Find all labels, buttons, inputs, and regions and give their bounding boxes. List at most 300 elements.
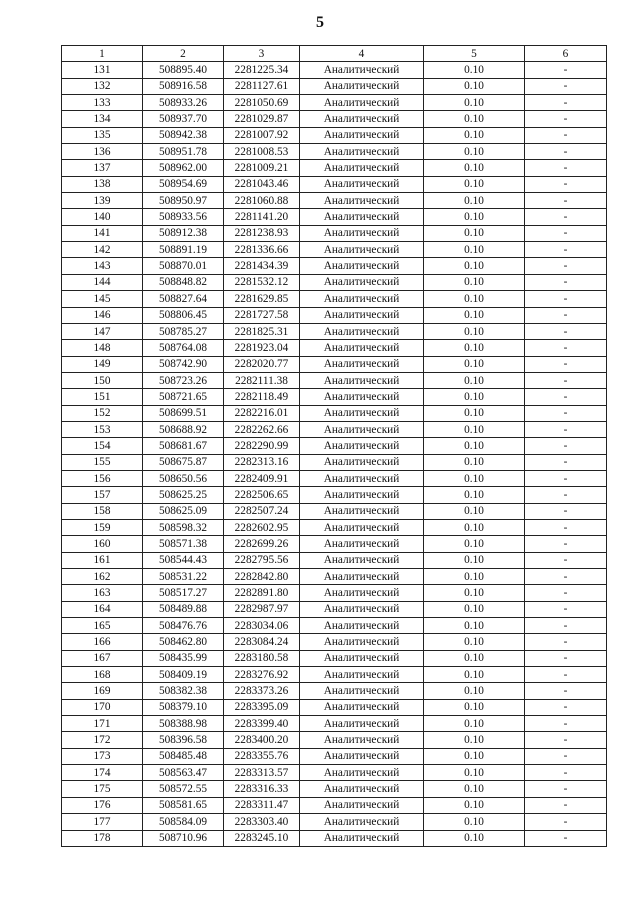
y-coordinate-cell: 2282111.38: [224, 372, 300, 388]
y-coordinate-cell: 2281043.46: [224, 176, 300, 192]
note-cell: -: [525, 585, 607, 601]
point-number-cell: 136: [62, 144, 143, 160]
table-row: [62, 209, 607, 225]
table-row: [62, 389, 607, 405]
table-row: [62, 748, 607, 764]
point-number-cell: 139: [62, 193, 143, 209]
method-cell: Аналитический: [300, 536, 424, 552]
y-coordinate-cell: 2282842.80: [224, 569, 300, 585]
note-cell: -: [525, 144, 607, 160]
x-coordinate-cell: 508396.58: [143, 732, 224, 748]
method-cell: Аналитический: [300, 650, 424, 666]
point-number-cell: 149: [62, 356, 143, 372]
y-coordinate-cell: 2281141.20: [224, 209, 300, 225]
table-row: [62, 323, 607, 339]
column-header-4: 4: [300, 46, 424, 62]
table-row: [62, 830, 607, 846]
point-number-cell: 156: [62, 470, 143, 486]
accuracy-cell: 0.10: [424, 291, 525, 307]
accuracy-cell: 0.10: [424, 781, 525, 797]
accuracy-cell: 0.10: [424, 274, 525, 290]
y-coordinate-cell: 2281029.87: [224, 111, 300, 127]
x-coordinate-cell: 508581.65: [143, 797, 224, 813]
note-cell: -: [525, 487, 607, 503]
y-coordinate-cell: 2281238.93: [224, 225, 300, 241]
accuracy-cell: 0.10: [424, 830, 525, 846]
y-coordinate-cell: 2282118.49: [224, 389, 300, 405]
point-number-cell: 137: [62, 160, 143, 176]
method-cell: Аналитический: [300, 405, 424, 421]
method-cell: Аналитический: [300, 618, 424, 634]
point-number-cell: 161: [62, 552, 143, 568]
method-cell: Аналитический: [300, 732, 424, 748]
table-row: [62, 618, 607, 634]
column-header-5: 5: [424, 46, 525, 62]
accuracy-cell: 0.10: [424, 323, 525, 339]
note-cell: -: [525, 421, 607, 437]
table-row: [62, 601, 607, 617]
note-cell: -: [525, 111, 607, 127]
note-cell: -: [525, 356, 607, 372]
table-row: [62, 372, 607, 388]
y-coordinate-cell: 2283313.57: [224, 765, 300, 781]
method-cell: Аналитический: [300, 176, 424, 192]
note-cell: -: [525, 405, 607, 421]
note-cell: -: [525, 552, 607, 568]
accuracy-cell: 0.10: [424, 258, 525, 274]
point-number-cell: 175: [62, 781, 143, 797]
method-cell: Аналитический: [300, 242, 424, 258]
accuracy-cell: 0.10: [424, 536, 525, 552]
point-number-cell: 143: [62, 258, 143, 274]
method-cell: Аналитический: [300, 307, 424, 323]
x-coordinate-cell: 508544.43: [143, 552, 224, 568]
point-number-cell: 134: [62, 111, 143, 127]
column-header-2: 2: [143, 46, 224, 62]
method-cell: Аналитический: [300, 765, 424, 781]
x-coordinate-cell: 508954.69: [143, 176, 224, 192]
point-number-cell: 142: [62, 242, 143, 258]
note-cell: -: [525, 176, 607, 192]
x-coordinate-cell: 508517.27: [143, 585, 224, 601]
y-coordinate-cell: 2283034.06: [224, 618, 300, 634]
point-number-cell: 141: [62, 225, 143, 241]
x-coordinate-cell: 508688.92: [143, 421, 224, 437]
table-row: [62, 274, 607, 290]
point-number-cell: 168: [62, 667, 143, 683]
accuracy-cell: 0.10: [424, 405, 525, 421]
method-cell: Аналитический: [300, 372, 424, 388]
note-cell: -: [525, 225, 607, 241]
x-coordinate-cell: 508933.56: [143, 209, 224, 225]
x-coordinate-cell: 508489.88: [143, 601, 224, 617]
accuracy-cell: 0.10: [424, 95, 525, 111]
method-cell: Аналитический: [300, 389, 424, 405]
y-coordinate-cell: 2283373.26: [224, 683, 300, 699]
accuracy-cell: 0.10: [424, 389, 525, 405]
note-cell: -: [525, 503, 607, 519]
y-coordinate-cell: 2282987.97: [224, 601, 300, 617]
method-cell: Аналитический: [300, 569, 424, 585]
method-cell: Аналитический: [300, 160, 424, 176]
note-cell: -: [525, 160, 607, 176]
method-cell: Аналитический: [300, 62, 424, 78]
note-cell: -: [525, 618, 607, 634]
accuracy-cell: 0.10: [424, 340, 525, 356]
accuracy-cell: 0.10: [424, 618, 525, 634]
y-coordinate-cell: 2283311.47: [224, 797, 300, 813]
x-coordinate-cell: 508435.99: [143, 650, 224, 666]
y-coordinate-cell: 2281336.66: [224, 242, 300, 258]
method-cell: Аналитический: [300, 601, 424, 617]
x-coordinate-cell: 508806.45: [143, 307, 224, 323]
note-cell: -: [525, 634, 607, 650]
method-cell: Аналитический: [300, 111, 424, 127]
point-number-cell: 151: [62, 389, 143, 405]
x-coordinate-cell: 508916.58: [143, 78, 224, 94]
x-coordinate-cell: 508625.25: [143, 487, 224, 503]
x-coordinate-cell: 508937.70: [143, 111, 224, 127]
note-cell: -: [525, 732, 607, 748]
point-number-cell: 145: [62, 291, 143, 307]
point-number-cell: 147: [62, 323, 143, 339]
note-cell: -: [525, 78, 607, 94]
table-row: [62, 62, 607, 78]
note-cell: -: [525, 748, 607, 764]
table-header-row: [62, 46, 607, 62]
x-coordinate-cell: 508650.56: [143, 470, 224, 486]
y-coordinate-cell: 2281825.31: [224, 323, 300, 339]
table-row: [62, 127, 607, 143]
x-coordinate-cell: 508950.97: [143, 193, 224, 209]
accuracy-cell: 0.10: [424, 356, 525, 372]
note-cell: -: [525, 193, 607, 209]
column-header-3: 3: [224, 46, 300, 62]
table-row: [62, 519, 607, 535]
y-coordinate-cell: 2282507.24: [224, 503, 300, 519]
y-coordinate-cell: 2282891.80: [224, 585, 300, 601]
method-cell: Аналитический: [300, 781, 424, 797]
note-cell: -: [525, 242, 607, 258]
table-row: [62, 95, 607, 111]
column-header-6: 6: [525, 46, 607, 62]
method-cell: Аналитический: [300, 78, 424, 94]
accuracy-cell: 0.10: [424, 160, 525, 176]
accuracy-cell: 0.10: [424, 814, 525, 830]
table-row: [62, 307, 607, 323]
table-row: [62, 585, 607, 601]
y-coordinate-cell: 2283303.40: [224, 814, 300, 830]
accuracy-cell: 0.10: [424, 634, 525, 650]
note-cell: -: [525, 438, 607, 454]
note-cell: -: [525, 650, 607, 666]
note-cell: -: [525, 519, 607, 535]
method-cell: Аналитический: [300, 667, 424, 683]
accuracy-cell: 0.10: [424, 111, 525, 127]
x-coordinate-cell: 508675.87: [143, 454, 224, 470]
note-cell: -: [525, 95, 607, 111]
y-coordinate-cell: 2281050.69: [224, 95, 300, 111]
note-cell: -: [525, 797, 607, 813]
x-coordinate-cell: 508962.00: [143, 160, 224, 176]
note-cell: -: [525, 667, 607, 683]
method-cell: Аналитический: [300, 95, 424, 111]
x-coordinate-cell: 508891.19: [143, 242, 224, 258]
note-cell: -: [525, 470, 607, 486]
point-number-cell: 162: [62, 569, 143, 585]
column-header-1: 1: [62, 46, 143, 62]
point-number-cell: 155: [62, 454, 143, 470]
x-coordinate-cell: 508625.09: [143, 503, 224, 519]
note-cell: -: [525, 830, 607, 846]
method-cell: Аналитический: [300, 797, 424, 813]
point-number-cell: 171: [62, 716, 143, 732]
accuracy-cell: 0.10: [424, 748, 525, 764]
y-coordinate-cell: 2282409.91: [224, 470, 300, 486]
method-cell: Аналитический: [300, 552, 424, 568]
point-number-cell: 133: [62, 95, 143, 111]
y-coordinate-cell: 2281434.39: [224, 258, 300, 274]
point-number-cell: 169: [62, 683, 143, 699]
table-row: [62, 160, 607, 176]
y-coordinate-cell: 2281060.88: [224, 193, 300, 209]
table-row: [62, 356, 607, 372]
note-cell: -: [525, 454, 607, 470]
method-cell: Аналитический: [300, 274, 424, 290]
note-cell: -: [525, 291, 607, 307]
y-coordinate-cell: 2281225.34: [224, 62, 300, 78]
accuracy-cell: 0.10: [424, 503, 525, 519]
x-coordinate-cell: 508933.26: [143, 95, 224, 111]
table-row: [62, 470, 607, 486]
method-cell: Аналитический: [300, 634, 424, 650]
table-row: [62, 242, 607, 258]
method-cell: Аналитический: [300, 438, 424, 454]
table-row: [62, 144, 607, 160]
y-coordinate-cell: 2281008.53: [224, 144, 300, 160]
table-row: [62, 634, 607, 650]
x-coordinate-cell: 508681.67: [143, 438, 224, 454]
accuracy-cell: 0.10: [424, 438, 525, 454]
table-row: [62, 732, 607, 748]
point-number-cell: 138: [62, 176, 143, 192]
table-row: [62, 487, 607, 503]
y-coordinate-cell: 2282216.01: [224, 405, 300, 421]
accuracy-cell: 0.10: [424, 585, 525, 601]
point-number-cell: 173: [62, 748, 143, 764]
accuracy-cell: 0.10: [424, 519, 525, 535]
accuracy-cell: 0.10: [424, 242, 525, 258]
accuracy-cell: 0.10: [424, 699, 525, 715]
accuracy-cell: 0.10: [424, 601, 525, 617]
x-coordinate-cell: 508572.55: [143, 781, 224, 797]
x-coordinate-cell: 508723.26: [143, 372, 224, 388]
x-coordinate-cell: 508531.22: [143, 569, 224, 585]
note-cell: -: [525, 274, 607, 290]
table-row: [62, 258, 607, 274]
table-row: [62, 781, 607, 797]
x-coordinate-cell: 508476.76: [143, 618, 224, 634]
method-cell: Аналитический: [300, 144, 424, 160]
method-cell: Аналитический: [300, 356, 424, 372]
point-number-cell: 172: [62, 732, 143, 748]
table-row: [62, 814, 607, 830]
table-row: [62, 503, 607, 519]
method-cell: Аналитический: [300, 519, 424, 535]
x-coordinate-cell: 508409.19: [143, 667, 224, 683]
y-coordinate-cell: 2282290.99: [224, 438, 300, 454]
note-cell: -: [525, 307, 607, 323]
x-coordinate-cell: 508584.09: [143, 814, 224, 830]
y-coordinate-cell: 2282020.77: [224, 356, 300, 372]
page-number: 5: [316, 14, 324, 31]
coordinates-table: [61, 45, 607, 847]
method-cell: Аналитический: [300, 503, 424, 519]
x-coordinate-cell: 508563.47: [143, 765, 224, 781]
accuracy-cell: 0.10: [424, 421, 525, 437]
accuracy-cell: 0.10: [424, 454, 525, 470]
x-coordinate-cell: 508951.78: [143, 144, 224, 160]
method-cell: Аналитический: [300, 225, 424, 241]
accuracy-cell: 0.10: [424, 225, 525, 241]
y-coordinate-cell: 2283316.33: [224, 781, 300, 797]
note-cell: -: [525, 62, 607, 78]
accuracy-cell: 0.10: [424, 667, 525, 683]
x-coordinate-cell: 508848.82: [143, 274, 224, 290]
point-number-cell: 148: [62, 340, 143, 356]
point-number-cell: 163: [62, 585, 143, 601]
method-cell: Аналитический: [300, 487, 424, 503]
x-coordinate-cell: 508721.65: [143, 389, 224, 405]
y-coordinate-cell: 2282262.66: [224, 421, 300, 437]
note-cell: -: [525, 389, 607, 405]
method-cell: Аналитический: [300, 814, 424, 830]
accuracy-cell: 0.10: [424, 765, 525, 781]
x-coordinate-cell: 508485.48: [143, 748, 224, 764]
table-row: [62, 683, 607, 699]
x-coordinate-cell: 508895.40: [143, 62, 224, 78]
accuracy-cell: 0.10: [424, 176, 525, 192]
method-cell: Аналитический: [300, 209, 424, 225]
x-coordinate-cell: 508382.38: [143, 683, 224, 699]
y-coordinate-cell: 2283400.20: [224, 732, 300, 748]
table-row: [62, 569, 607, 585]
table-row: [62, 193, 607, 209]
accuracy-cell: 0.10: [424, 372, 525, 388]
note-cell: -: [525, 716, 607, 732]
point-number-cell: 150: [62, 372, 143, 388]
table-row: [62, 699, 607, 715]
method-cell: Аналитический: [300, 323, 424, 339]
table-row: [62, 176, 607, 192]
accuracy-cell: 0.10: [424, 78, 525, 94]
method-cell: Аналитический: [300, 699, 424, 715]
x-coordinate-cell: 508742.90: [143, 356, 224, 372]
method-cell: Аналитический: [300, 127, 424, 143]
point-number-cell: 178: [62, 830, 143, 846]
point-number-cell: 160: [62, 536, 143, 552]
accuracy-cell: 0.10: [424, 62, 525, 78]
table-row: [62, 552, 607, 568]
point-number-cell: 154: [62, 438, 143, 454]
x-coordinate-cell: 508388.98: [143, 716, 224, 732]
note-cell: -: [525, 323, 607, 339]
note-cell: -: [525, 699, 607, 715]
point-number-cell: 153: [62, 421, 143, 437]
table-row: [62, 438, 607, 454]
accuracy-cell: 0.10: [424, 732, 525, 748]
table-row: [62, 340, 607, 356]
y-coordinate-cell: 2281009.21: [224, 160, 300, 176]
note-cell: -: [525, 569, 607, 585]
note-cell: -: [525, 814, 607, 830]
note-cell: -: [525, 209, 607, 225]
y-coordinate-cell: 2283395.09: [224, 699, 300, 715]
table-row: [62, 78, 607, 94]
note-cell: -: [525, 781, 607, 797]
table-row: [62, 421, 607, 437]
y-coordinate-cell: 2283180.58: [224, 650, 300, 666]
note-cell: -: [525, 683, 607, 699]
method-cell: Аналитический: [300, 291, 424, 307]
y-coordinate-cell: 2283276.92: [224, 667, 300, 683]
y-coordinate-cell: 2282313.16: [224, 454, 300, 470]
point-number-cell: 159: [62, 519, 143, 535]
point-number-cell: 146: [62, 307, 143, 323]
method-cell: Аналитический: [300, 193, 424, 209]
point-number-cell: 165: [62, 618, 143, 634]
x-coordinate-cell: 508699.51: [143, 405, 224, 421]
point-number-cell: 132: [62, 78, 143, 94]
point-number-cell: 131: [62, 62, 143, 78]
point-number-cell: 177: [62, 814, 143, 830]
note-cell: -: [525, 601, 607, 617]
y-coordinate-cell: 2282699.26: [224, 536, 300, 552]
point-number-cell: 144: [62, 274, 143, 290]
point-number-cell: 152: [62, 405, 143, 421]
method-cell: Аналитический: [300, 340, 424, 356]
method-cell: Аналитический: [300, 585, 424, 601]
table-row: [62, 454, 607, 470]
x-coordinate-cell: 508710.96: [143, 830, 224, 846]
table-row: [62, 405, 607, 421]
x-coordinate-cell: 508942.38: [143, 127, 224, 143]
y-coordinate-cell: 2282602.95: [224, 519, 300, 535]
table-row: [62, 716, 607, 732]
y-coordinate-cell: 2281923.04: [224, 340, 300, 356]
method-cell: Аналитический: [300, 421, 424, 437]
accuracy-cell: 0.10: [424, 797, 525, 813]
point-number-cell: 135: [62, 127, 143, 143]
x-coordinate-cell: 508827.64: [143, 291, 224, 307]
y-coordinate-cell: 2281007.92: [224, 127, 300, 143]
note-cell: -: [525, 258, 607, 274]
y-coordinate-cell: 2281629.85: [224, 291, 300, 307]
note-cell: -: [525, 765, 607, 781]
point-number-cell: 170: [62, 699, 143, 715]
point-number-cell: 164: [62, 601, 143, 617]
accuracy-cell: 0.10: [424, 552, 525, 568]
accuracy-cell: 0.10: [424, 193, 525, 209]
point-number-cell: 166: [62, 634, 143, 650]
method-cell: Аналитический: [300, 454, 424, 470]
method-cell: Аналитический: [300, 748, 424, 764]
table-row: [62, 111, 607, 127]
table-row: [62, 536, 607, 552]
point-number-cell: 140: [62, 209, 143, 225]
note-cell: -: [525, 127, 607, 143]
point-number-cell: 176: [62, 797, 143, 813]
